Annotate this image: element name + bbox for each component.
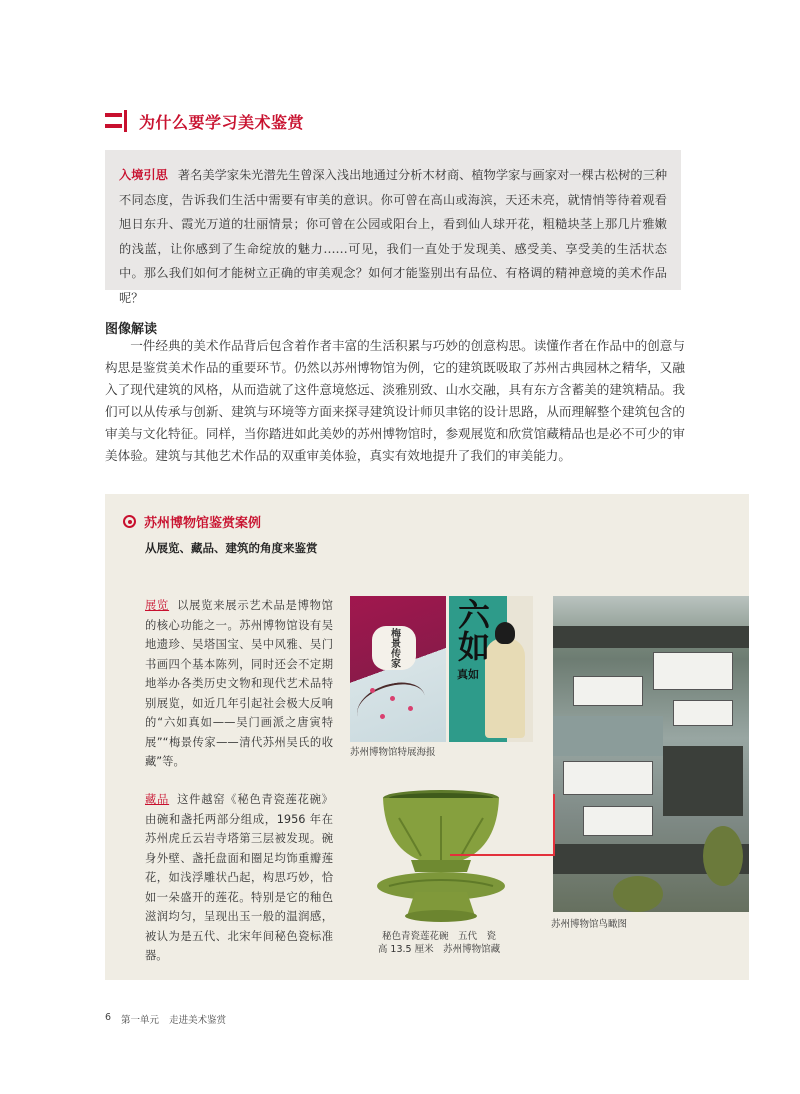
blossom bbox=[408, 706, 413, 711]
case-panel bbox=[105, 494, 749, 980]
exhibition-text: 以展览来展示艺术品是博物馆的核心功能之一。苏州博物馆设有吴地遗珍、吴塔国宝、吴中风雅、吴门书画四个基本陈列，同时还会不定期地举办各类历史文物和现代艺术品特别展览，如近几年引起社会极大反响的“六如真如——吴门画派之唐寅特展”“梅景传家——清代苏州吴氏的收藏”等。 bbox=[145, 599, 333, 768]
blossom bbox=[380, 714, 385, 719]
poster-figure-robe bbox=[485, 638, 525, 738]
bowl-caption-line1: 秘色青瓷莲花碗 五代 瓷 bbox=[381, 931, 496, 942]
case-subtitle: 从展览、藏品、建筑的角度来鉴赏 bbox=[145, 541, 318, 555]
poster-caption: 苏州博物馆特展海报 bbox=[350, 747, 436, 758]
aerial-tree bbox=[703, 826, 743, 886]
poster2-title: 六如 bbox=[453, 598, 491, 662]
aerial-rooftops bbox=[553, 626, 749, 648]
intro-box bbox=[105, 150, 681, 305]
aerial-caption: 苏州博物馆鸟瞰图 bbox=[551, 919, 628, 930]
image-reading-title: 图像解读 bbox=[105, 322, 158, 337]
blossom bbox=[390, 696, 395, 701]
aerial-pond bbox=[553, 716, 663, 756]
saucer-base bbox=[405, 910, 477, 922]
intro-lead: 入境引思 bbox=[119, 168, 168, 182]
plum-branch bbox=[353, 678, 430, 733]
intro-paragraph bbox=[119, 163, 667, 310]
exhibition-tag: 展览 bbox=[145, 599, 170, 612]
footer-chapter: 走进美术鉴赏 bbox=[169, 1015, 227, 1026]
target-icon bbox=[123, 515, 136, 528]
poster1-title: 梅景传家 bbox=[388, 628, 400, 668]
aerial-building bbox=[583, 806, 653, 836]
footer-unit: 第一单元 bbox=[121, 1015, 160, 1026]
poster-medallion bbox=[372, 626, 416, 670]
aerial-tree bbox=[613, 876, 663, 912]
aerial-photo bbox=[553, 596, 749, 912]
connector-line bbox=[553, 794, 555, 854]
case-title: 苏州博物馆鉴赏案例 bbox=[144, 516, 262, 531]
connector-line bbox=[450, 854, 555, 856]
poster-meijing bbox=[350, 596, 446, 742]
section-marker-icon bbox=[105, 110, 129, 132]
bowl-foot bbox=[411, 860, 471, 872]
bowl-caption bbox=[373, 930, 505, 956]
aerial-building bbox=[573, 676, 643, 706]
aerial-building bbox=[673, 700, 733, 726]
intro-text: 著名美学家朱光潜先生曾深入浅出地通过分析木材商、植物学家与画家对一棵古松树的三种不同态度，告诉我们生活中需要有审美的意识。你可曾在高山或海滨，天还未亮，就情悄等待着观看旭日东升、霞光万道的壮丽情景；你可曾在公园或阳台上，看到仙人球开花，粗糙块茎上那几片雅嫩的浅蓝，让你感到了生命绽放的魅力……可见，我们一直处于发现美、感受美、享受美的生活状态中。那么我们如何才能树立正确的审美观念？如何才能鉴别出有品位、有格调的精神意境的美术作品呢？ bbox=[119, 168, 668, 305]
collection-tag: 藏品 bbox=[145, 793, 170, 806]
page-number: 6 bbox=[105, 1012, 112, 1023]
aerial-building bbox=[563, 761, 653, 795]
lotus-bowl-image bbox=[371, 788, 511, 926]
image-reading-text: 一件经典的美术作品背后包含着作者丰富的生活积累与巧妙的创意构思。读懂作者在作品中的创意与构思是鉴赏美术作品的重要环节。仍然以苏州博物馆为例，它的建筑既吸取了苏州古典园林之精华，又融入了现代建筑的风格，从而造就了这件意境悠远、淡雅别致、山水交融，具有东方含蓄美的建筑精品。我们可以从传承与创新、建筑与环境等方面来探寻建筑设计师贝聿铭的设计思路，从而理解整个建筑包含的审美与文化特征。同样，当你踏进如此美妙的苏州博物馆时，参观展览和欣赏馆藏精品也是必不可少的审美体验。建筑与其他艺术作品的双重审美体验，真实有效地提升了我们的审美能力。 bbox=[105, 338, 685, 463]
exhibition-text-block bbox=[145, 596, 333, 772]
blossom bbox=[370, 688, 375, 693]
poster-liuru bbox=[449, 596, 533, 742]
section-heading bbox=[105, 108, 304, 134]
case-heading bbox=[123, 512, 261, 531]
collection-text-block bbox=[145, 790, 333, 966]
page-footer bbox=[105, 1012, 226, 1026]
aerial-building bbox=[653, 652, 733, 690]
aerial-old-roofs bbox=[663, 746, 743, 816]
bowl-caption-line2: 高 13.5 厘米 苏州博物馆藏 bbox=[377, 944, 501, 955]
collection-text: 这件越窑《秘色青瓷莲花碗》由碗和盏托两部分组成，1956 年在苏州虎丘云岩寺塔第三层被发现。碗身外壁、盏托盘面和圈足均饰重瓣莲花，如浅浮雕状凸起，构思巧妙，恰如一朵盛开的莲花。特别是它的釉色滋润均匀，呈现出玉一般的温润感，被认为是五代、北宋年间秘色瓷标准器。 bbox=[145, 793, 333, 962]
section-title: 为什么要学习美术鉴赏 bbox=[139, 112, 305, 132]
poster-figure-head bbox=[495, 622, 515, 644]
poster2-subtitle: 真如 bbox=[457, 668, 479, 681]
